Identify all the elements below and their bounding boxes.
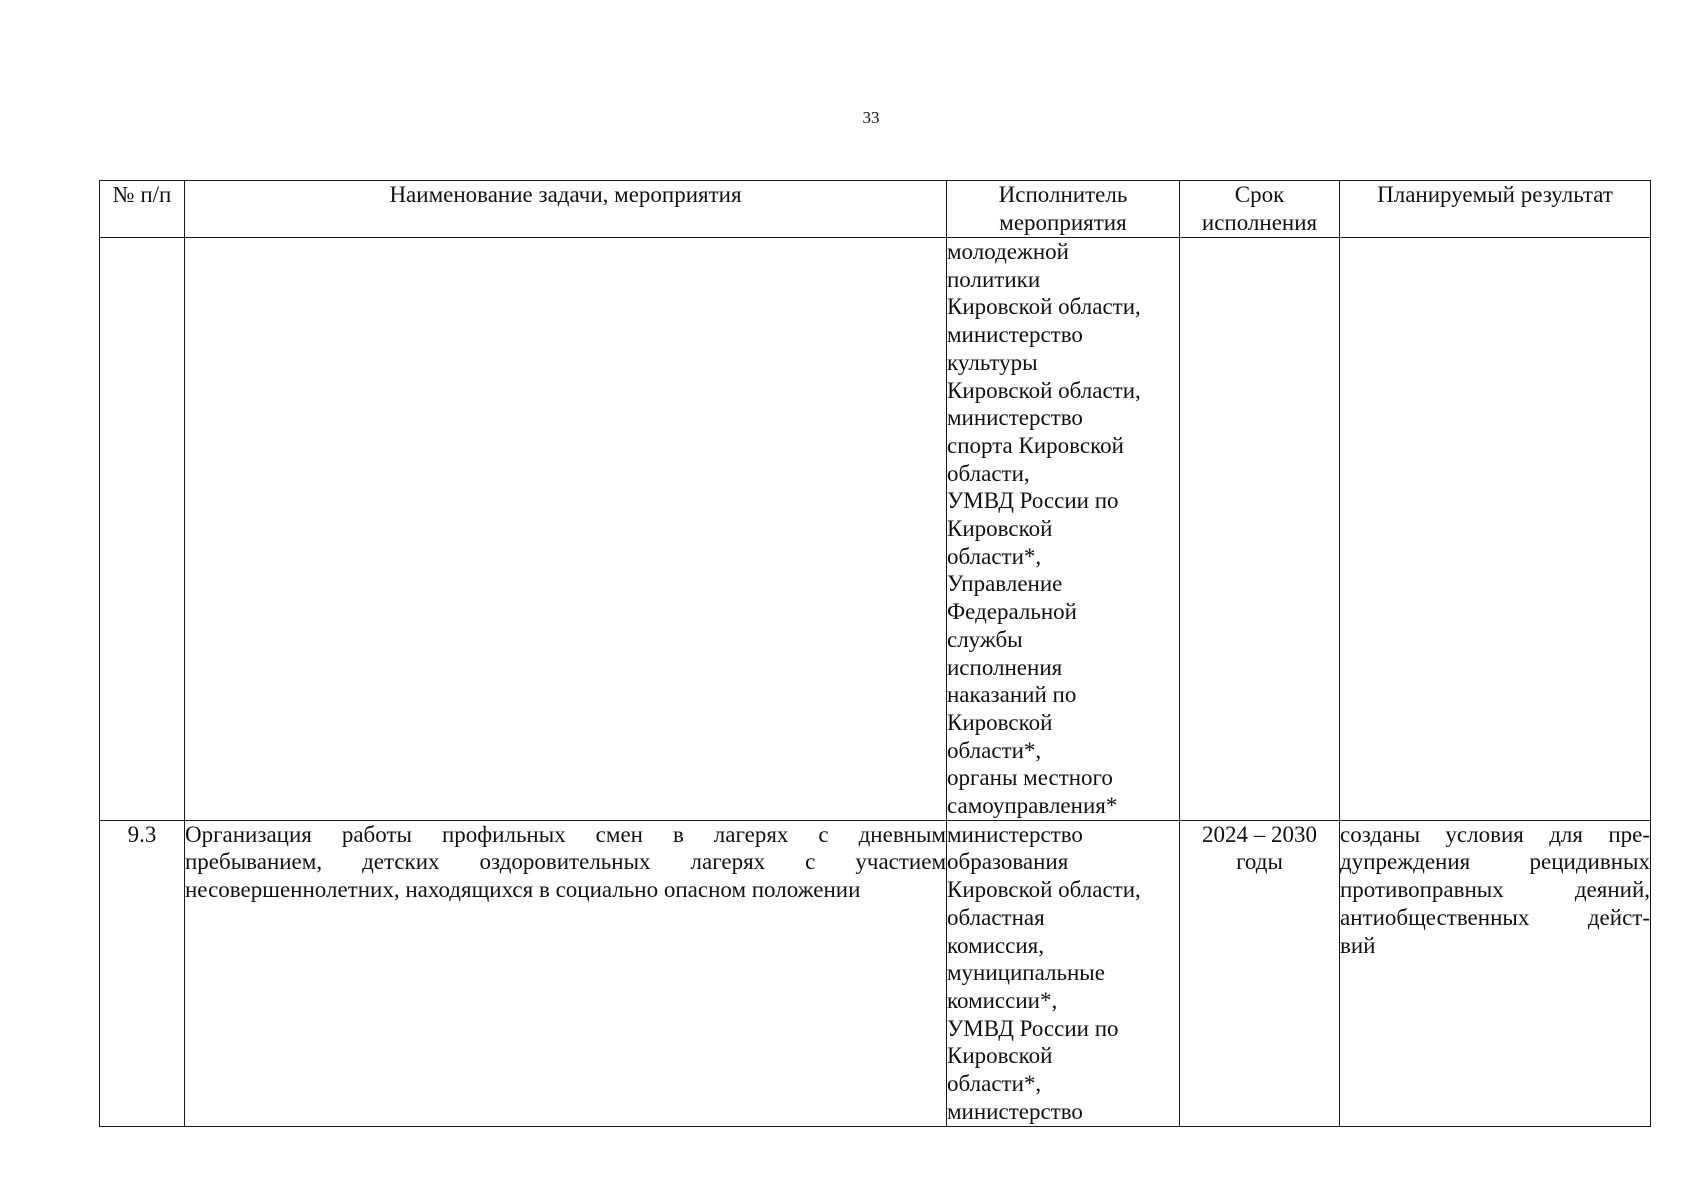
executor-line: министерство <box>947 821 1083 847</box>
executor-line: комиссия, <box>947 932 1044 958</box>
executor-line: Кировской <box>947 516 1053 542</box>
term-line: 2024 – 2030 <box>1202 821 1317 847</box>
executor-line: министерство <box>947 322 1083 348</box>
result-line: противоправных деяний, <box>1340 877 1650 903</box>
executor-line: Федеральной <box>947 599 1077 625</box>
executor-line: Кировской области, <box>947 877 1141 903</box>
result-line: созданы условия для пре- <box>1340 821 1650 847</box>
executor-line: образования <box>947 849 1069 875</box>
header-result: Планируемый результат <box>1340 181 1651 238</box>
result-line: вий <box>1340 932 1376 958</box>
executor-line: культуры <box>947 349 1038 375</box>
cell-task <box>185 820 947 1126</box>
executor-line: области*, <box>947 543 1042 569</box>
cell-result <box>1340 820 1651 1126</box>
executor-line: областная <box>947 904 1045 930</box>
plan-table <box>99 180 1651 1127</box>
executor-line: области*, <box>947 737 1042 763</box>
executor-line: Кировской области, <box>947 294 1141 320</box>
executor-line: самоуправления* <box>947 793 1118 819</box>
cell-term <box>1180 238 1340 821</box>
result-line: дупреждения рецидивных <box>1340 849 1650 875</box>
header-term: Срок исполнения <box>1180 181 1340 238</box>
cell-task <box>185 238 947 821</box>
cell-number <box>100 238 185 821</box>
executor-line: Кировской области, <box>947 377 1141 403</box>
term-line: годы <box>1236 849 1283 875</box>
table-row <box>100 820 1651 1126</box>
header-number: № п/п <box>100 181 185 238</box>
result-line: антиобщественных дейст- <box>1340 904 1650 930</box>
task-line: Организация работы профильных смен в лагерях с дневным <box>185 821 946 847</box>
task-line: несовершеннолетних, находящихся в социально опасном положении <box>185 877 861 903</box>
cell-term <box>1180 820 1340 1126</box>
table-header-row <box>100 181 1651 238</box>
executor-line: области, <box>947 460 1030 486</box>
cell-result <box>1340 238 1651 821</box>
executor-line: наказаний по <box>947 682 1077 708</box>
executor-line: комиссии*, <box>947 987 1058 1013</box>
executor-line: министерство <box>947 1098 1083 1124</box>
cell-number: 9.3 <box>100 820 185 1126</box>
executor-line: Кировской <box>947 1043 1053 1069</box>
table-row <box>100 238 1651 821</box>
executor-line: муниципальные <box>947 960 1105 986</box>
header-executor: Исполнитель мероприятия <box>947 181 1180 238</box>
executor-line: Кировской <box>947 709 1053 735</box>
page-number: 33 <box>862 108 880 127</box>
executor-line: УМВД России по <box>947 1015 1119 1041</box>
executor-line: политики <box>947 266 1041 292</box>
executor-line: спорта Кировской <box>947 432 1124 458</box>
executor-line: исполнения <box>947 654 1063 680</box>
executor-line: области*, <box>947 1071 1042 1097</box>
executor-line: молодежной <box>947 239 1069 264</box>
task-line: пребыванием, детских оздоровительных лагерях с участием <box>185 849 946 875</box>
executor-line: органы местного <box>947 765 1113 791</box>
executor-line: министерство <box>947 405 1083 431</box>
cell-executor <box>947 820 1180 1126</box>
executor-line: УМВД России по <box>947 488 1119 514</box>
executor-line: Управление <box>947 571 1063 597</box>
executor-line: службы <box>947 626 1023 652</box>
cell-executor <box>947 238 1180 821</box>
header-task: Наименование задачи, мероприятия <box>185 181 947 238</box>
